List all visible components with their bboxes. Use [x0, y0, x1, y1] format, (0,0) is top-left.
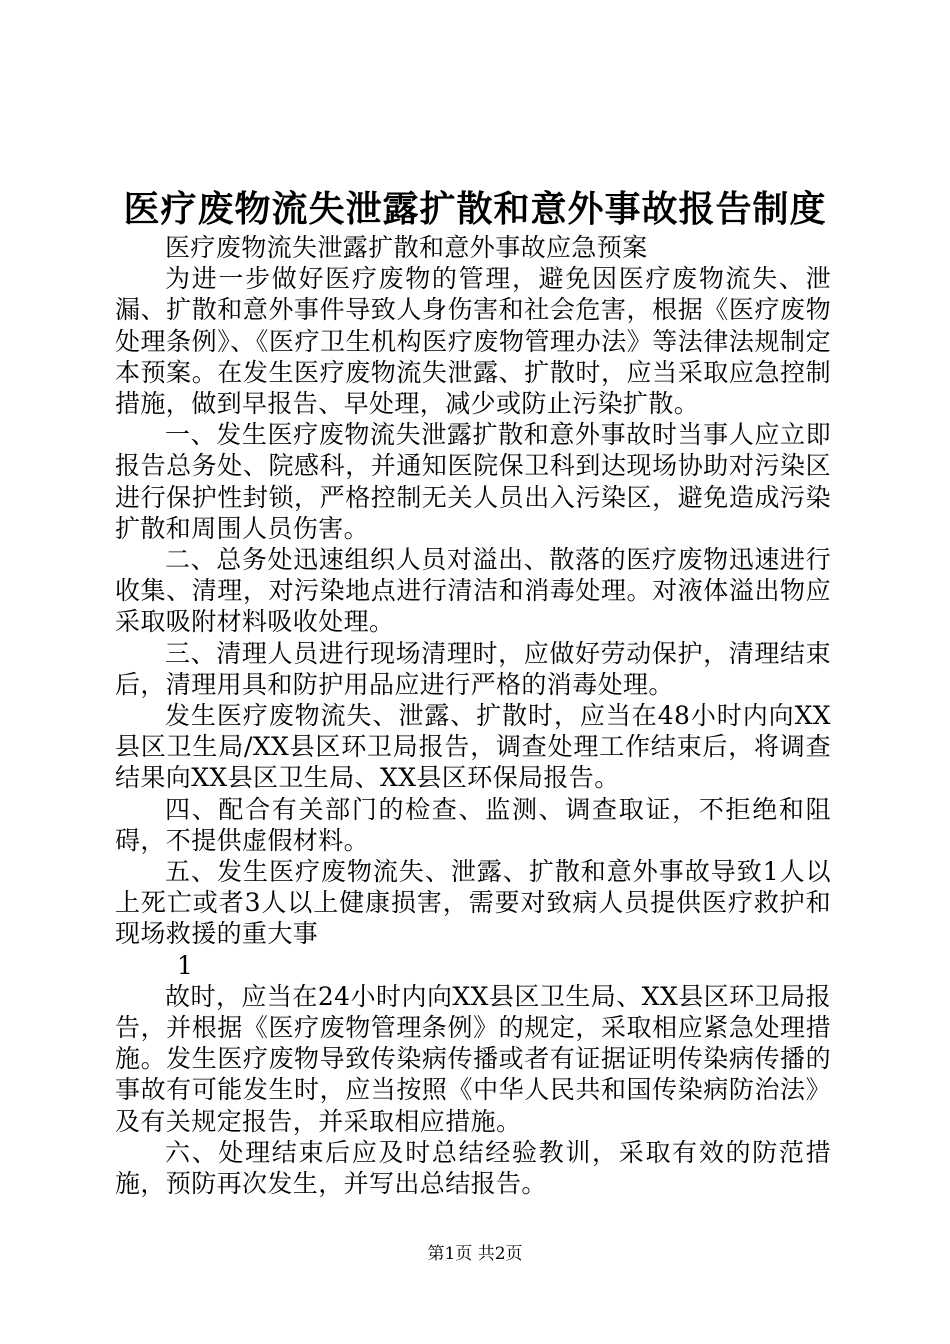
inline-page-number: 1 [177, 950, 193, 980]
paragraph-item-6: 六、处理结束后应及时总结经验教训，采取有效的防范措施，预防再次发生，并写出总结报告。 [115, 1137, 831, 1199]
paragraph-item-2: 二、总务处迅速组织人员对溢出、散落的医疗废物迅速进行收集、清理，对污染地点进行清洁和消毒处理。对液体溢出物应采取吸附材料吸收处理。 [115, 545, 831, 637]
document-body [115, 232, 831, 1199]
paragraph-item-3: 三、清理人员进行现场清理时，应做好劳动保护，清理结束后，清理用具和防护用品应进行严格的消毒处理。 [115, 638, 831, 699]
document-title: 医疗废物流失泄露扩散和意外事故报告制度 [123, 188, 827, 230]
paragraph-item-1: 一、发生医疗废物流失泄露扩散和意外事故时当事人应立即报告总务处、院感科，并通知医院保卫科到达现场协助对污染区进行保护性封锁，严格控制无关人员出入污染区，避免造成污染扩散和周围人员伤害。 [115, 420, 831, 543]
paragraph-item-4: 四、配合有关部门的检查、监测、调查取证，不拒绝和阻碍，不提供虚假材料。 [115, 794, 831, 855]
page-footer: 第1页 共2页 [427, 1244, 523, 1264]
paragraph-item-5: 五、发生医疗废物流失、泄露、扩散和意外事故导致1人以上死亡或者3人以上健康损害，需要对致病人员提供医疗救护和现场救援的重大事 [115, 857, 831, 949]
subtitle: 医疗废物流失泄露扩散和意外事故应急预案 [165, 233, 648, 262]
paragraph-report: 发生医疗废物流失、泄露、扩散时，应当在48小时内向XX县区卫生局/XX县区环卫局报告，调查处理工作结束后，将调查结果向XX县区卫生局、XX县区环保局报告。 [115, 701, 831, 793]
paragraph-continued: 故时，应当在24小时内向XX县区卫生局、XX县区环卫局报告，并根据《医疗废物管理条例》的规定，采取相应紧急处理措施。发生医疗废物导致传染病传播或者有证据证明传染病传播的事故有可能发生时，应当按照《中华人民共和国传染病防治法》及有关规定报告，并采取相应措施。 [115, 981, 831, 1136]
paragraph-intro: 为进一步做好医疗废物的管理，避免因医疗废物流失、泄漏、扩散和意外事件导致人身伤害和社会危害，根据《医疗废物处理条例》、《医疗卫生机构医疗废物管理办法》等法律法规制定本预案。在发生医疗废物流失泄露、扩散时，应当采取应急控制措施，做到早报告、早处理，减少或防止污染扩散。 [115, 264, 831, 419]
